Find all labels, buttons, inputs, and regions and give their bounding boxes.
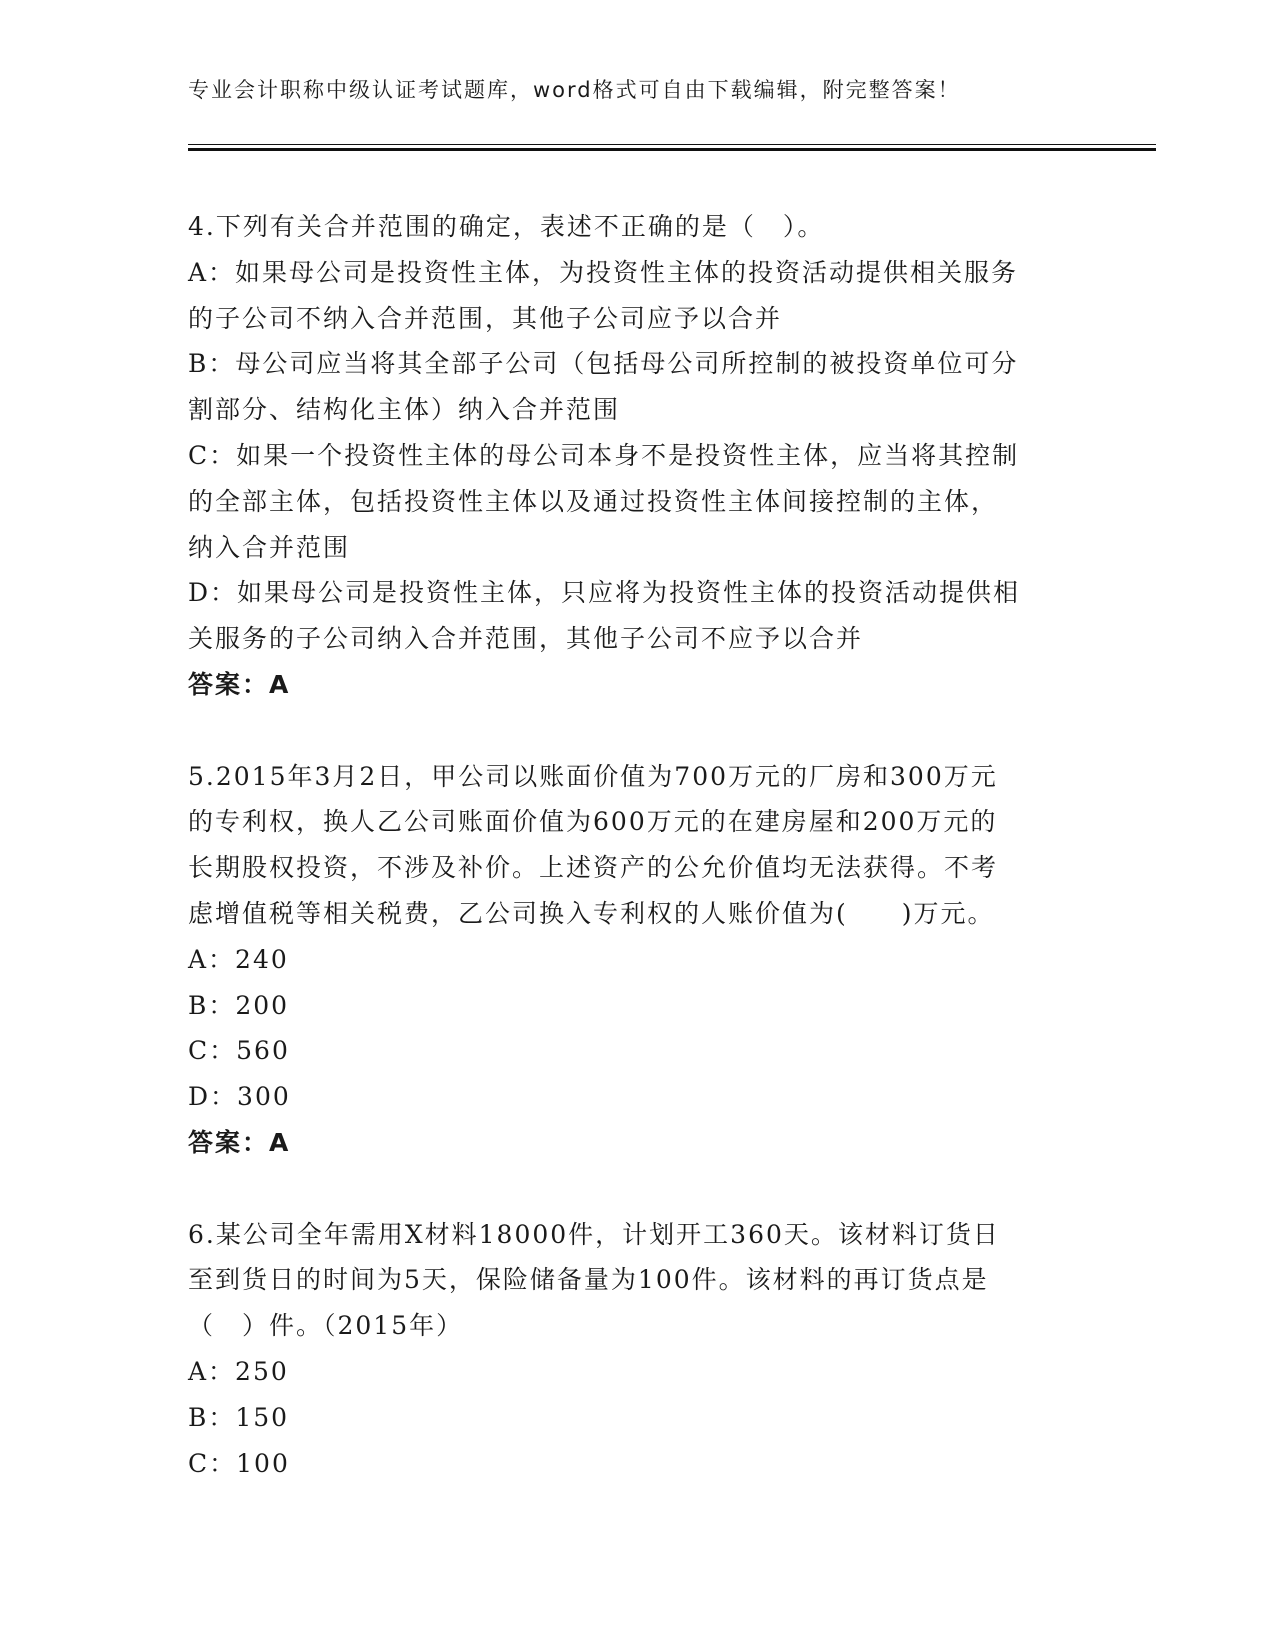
question-stem-cont: 虑增值税等相关税费，乙公司换入专利权的人账价值为( )万元。 xyxy=(188,898,995,928)
option-a: A：如果母公司是投资性主体，为投资性主体的投资活动提供相关服务 xyxy=(188,257,1019,287)
option-a: A：240 xyxy=(188,944,289,974)
question-stem-cont: 的专利权，换人乙公司账面价值为600万元的在建房屋和200万元的 xyxy=(188,807,998,837)
option-b: B：母公司应当将其全部子公司（包括母公司所控制的被投资单位可分 xyxy=(188,349,1019,379)
option-c: C：560 xyxy=(188,1036,290,1066)
question-stem-cont: 长期股权投资，不涉及补价。上述资产的公允价值均无法获得。不考 xyxy=(188,853,999,883)
answer: 答案：A xyxy=(188,1127,291,1157)
question-stem: 4.下列有关合并范围的确定，表述不正确的是（ ）。 xyxy=(188,212,825,241)
question-6 xyxy=(188,1212,1088,1487)
option-a: A：250 xyxy=(188,1356,289,1386)
option-c-cont: 的全部主体，包括投资性主体以及通过投资性主体间接控制的主体， xyxy=(188,486,999,516)
question-stem-cont: 至到货日的时间为5天，保险储备量为100件。该材料的再订货点是 xyxy=(188,1265,989,1295)
answer: 答案：A xyxy=(188,669,291,699)
option-a-cont: 的子公司不纳入合并范围，其他子公司应予以合并 xyxy=(188,303,783,333)
page-header: 专业会计职称中级认证考试题库，word格式可自由下载编辑，附完整答案！ xyxy=(188,78,961,102)
option-c: C：如果一个投资性主体的母公司本身不是投资性主体，应当将其控制 xyxy=(188,440,1020,470)
question-stem: 6.某公司全年需用X材料18000件，计划开工360天。该材料订货日 xyxy=(188,1219,1000,1249)
option-c: C：100 xyxy=(188,1448,290,1478)
option-d: D：300 xyxy=(188,1082,291,1112)
option-b-cont: 割部分、结构化主体）纳入合并范围 xyxy=(188,395,621,425)
header-rule-thin xyxy=(188,144,1156,145)
option-b: B：150 xyxy=(188,1402,290,1432)
option-d: D：如果母公司是投资性主体，只应将为投资性主体的投资活动提供相 xyxy=(188,578,1021,608)
header-rule-thick xyxy=(188,148,1156,151)
question-stem: 5.2015年3月2日，甲公司以账面价值为700万元的厂房和300万元 xyxy=(188,761,998,791)
option-b: B：200 xyxy=(188,990,290,1020)
question-list xyxy=(188,204,1088,1486)
question-stem-cont: （ ）件。（2015年） xyxy=(188,1311,464,1341)
spacer xyxy=(188,708,1088,754)
option-d-cont: 关服务的子公司纳入合并范围，其他子公司不应予以合并 xyxy=(188,624,864,654)
question-5 xyxy=(188,754,1088,1166)
spacer xyxy=(188,1166,1088,1212)
option-c-cont: 纳入合并范围 xyxy=(188,532,351,562)
question-4 xyxy=(188,204,1088,708)
